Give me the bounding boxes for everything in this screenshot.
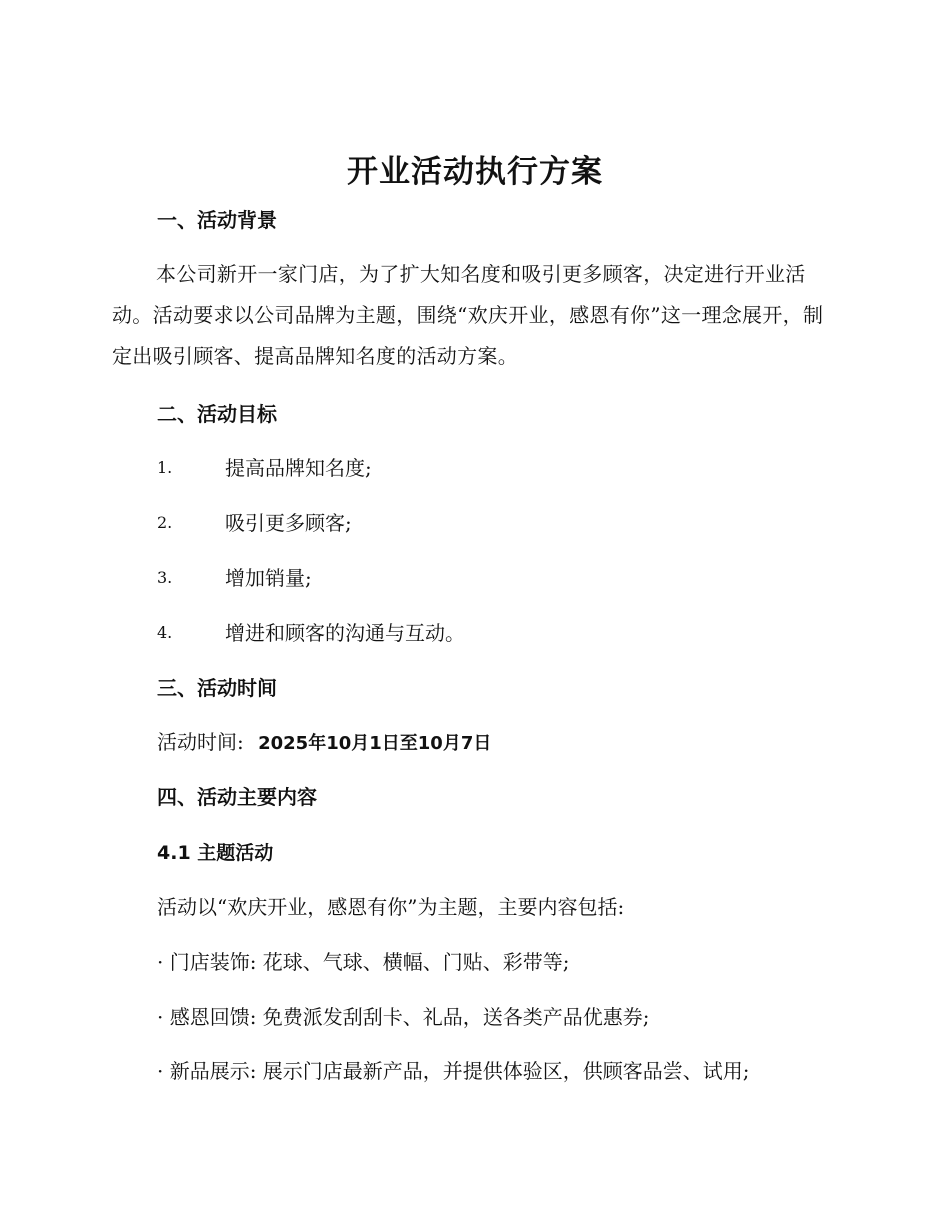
list-item-text: 增加销量; <box>225 566 312 590</box>
activity-time-line <box>157 727 491 759</box>
section-heading-background: 一、活动背景 <box>157 208 277 232</box>
list-item-number: 3. <box>157 568 173 587</box>
theme-intro-text: 活动以“欢庆开业，感恩有你”为主题，主要内容包括: <box>157 895 625 919</box>
list-item: · 门店装饰: 花球、气球、横幅、门贴、彩带等; <box>157 950 570 974</box>
activity-time-value: 2025年10月1日至10月7日 <box>258 733 492 754</box>
section-heading-content: 四、活动主要内容 <box>157 785 317 809</box>
list-item: · 感恩回馈: 免费派发刮刮卡、礼品，送各类产品优惠券; <box>157 1005 650 1029</box>
list-item-text: 增进和顾客的沟通与互动。 <box>225 621 465 645</box>
list-item-text: 提高品牌知名度; <box>225 456 372 480</box>
background-paragraph: 本公司新开一家门店，为了扩大知名度和吸引更多顾客，决定进行开业活动。活动要求以公司品牌为主题，围绕“欢庆开业，感恩有你”这一理念展开，制定出吸引顾客、提高品牌知名度的活动方案。 <box>112 262 824 368</box>
subsection-heading-theme: 4.1 主题活动 <box>157 842 274 864</box>
section-heading-time: 三、活动时间 <box>157 676 277 700</box>
list-item-number: 1. <box>157 458 173 477</box>
section-heading-goals: 二、活动目标 <box>157 402 277 426</box>
list-item-number: 4. <box>157 623 173 642</box>
activity-time-label: 活动时间: <box>157 730 244 754</box>
list-item-number: 2. <box>157 513 173 532</box>
list-item: · 新品展示: 展示门店最新产品，并提供体验区，供顾客品尝、试用; <box>157 1059 750 1083</box>
document-title: 开业活动执行方案 <box>347 154 603 190</box>
list-item-text: 吸引更多顾客; <box>225 511 352 535</box>
